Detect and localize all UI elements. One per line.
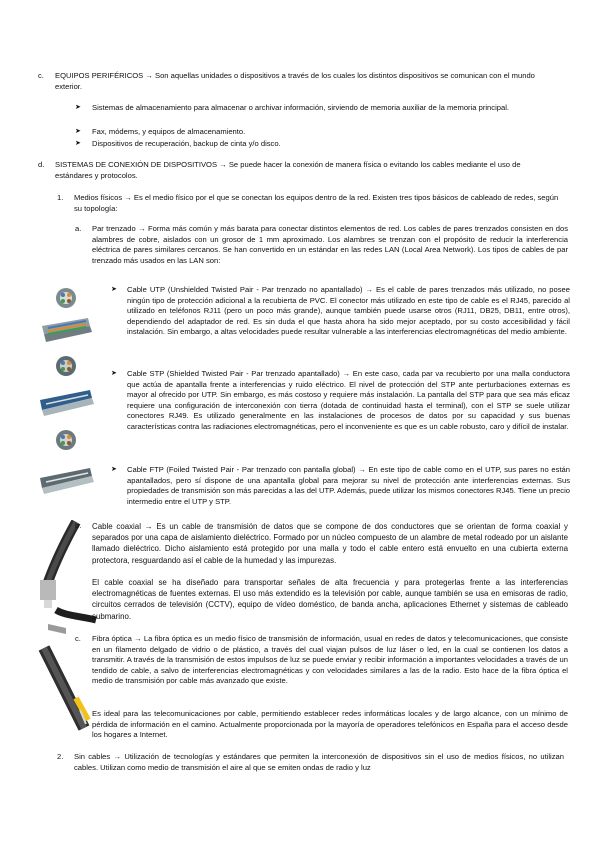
list-marker-b: b. [75, 521, 82, 530]
coaxial-paragraph: Cable coaxial → Es un cable de transmisión de datos que se compone de dos conductores que se orientan de forma coaxial y separados por una capa de aislamiento dieléctrico. Formado por un núcleo compuesto de un alambre de metal rodeado por un aislante llamado dieléctrico. Dicho aislamiento está protegido por una malla y todo el cable entero está envuelto en una cubierta externa protectora, resguardando así el cable de la humedad y las impurezas. [92, 522, 568, 565]
arrow-bullet-icon: ➤ [111, 370, 117, 377]
list-marker-c-fiber: c. [75, 634, 81, 643]
peripheral-bullet-1: Sistemas de almacenamiento para almacenar o archivar información, sirviendo de memoria auxiliar de la memoria principal. [92, 103, 509, 112]
physical-media-paragraph: Medios físicos → Es el medio físico por el que se conectan los equipos dentro de la red. Existen tres tipos básicos de cableado de redes, según su topología: [74, 193, 559, 213]
list-marker-c: c. [38, 71, 44, 80]
arrow-bullet-icon: ➤ [75, 140, 81, 147]
arrow-bullet-icon: ➤ [111, 466, 117, 473]
ftp-cable-image [36, 426, 96, 500]
coaxial-paragraph-2: El cable coaxial se ha diseñado para transportar señales de alta frecuencia y para protegerlas frente a las interferencias electromagnéticas de fuentes externas. El uso más extendido es la televisión por cable, aunque también se usa en emisoras de radio, circuitos cerrados de televisión (CCTV), equipo de vídeo doméstico, de banda ancha, aplicaciones Ethernet y sistemas de cableado submarino. [92, 578, 568, 621]
list-marker-2: 2. [57, 752, 64, 761]
peripheral-bullet-3: Dispositivos de recuperación, backup de cinta y/o disco. [92, 139, 281, 148]
fiber-optic-image [36, 640, 92, 736]
fiber-optic-paragraph: Fibra óptica → La fibra óptica es un medio físico de transmisión de información, usual en redes de datos y telecomunicaciones, que consiste en un filamento delgado de vidrio o de plástico, a través del cual viajan pulsos de luz láser o led, en la cual se contienen los datos a transmitir. A través de la transmisión de estos impulsos de luz se puede enviar y recibir información a importantes velocidades a través de un tendido de cable, a salvo de interferencias electromagnéticas y con velocidades similares a las de la radio. Esto hace de la fibra óptica el medio de transmisión por cable más avanzado que existe. [92, 634, 568, 686]
twisted-pair-paragraph: Par trenzado → Forma más común y más barata para conectar distintos elementos de red. Los cables de pares trenzados consisten en dos alambres de cobre, aislados con un grosor de 1 mm aproximado. Los alambres se trenzan con el propósito de reducir la interferencia eléctrica de pares similares cercanos. Se han convertido en un estándar en las redes LAN (Local Area Network). Los tipos de cables de par trenzado más usados en las LAN son: [92, 224, 568, 265]
list-marker-a: a. [75, 224, 82, 233]
stp-cable-image [36, 352, 96, 422]
arrow-bullet-icon: ➤ [75, 128, 81, 135]
arrow-bullet-icon: ➤ [111, 286, 117, 293]
list-marker-1: 1. [57, 193, 64, 202]
stp-cable-paragraph: Cable STP (Shielded Twisted Pair - Par trenzado apantallado) → En este caso, cada par va recubierto por una malla conductora que actúa de apantalla frente a interferencias y ruido eléctrico. El nivel de protección del STP ante perturbaciones externas es mayor al ofrecido por UTP. Sin embargo, es más costoso y requiere más instalación. La pantalla del STP para que sea más eficaz requiere una configuración de interconexión con tierra (dotada de continuidad hasta el terminal), con el STP se suele utilizar conectores RJ49. Es utilizado generalmente en las instalaciones de procesos de datos por su capacidad y sus buenas características contra las radiaciones electromagnéticas, pero el inconveniente es que es un cable robusto, caro y difícil de instalar. [127, 369, 570, 431]
peripherals-paragraph: EQUIPOS PERIFÉRICOS → Son aquellas unidades o dispositivos a través de los cuales los distintos dispositivos se comunican con el mundo exterior. [55, 71, 535, 91]
peripheral-bullet-2: Fax, módems, y equipos de almacenamiento. [92, 127, 246, 136]
connection-paragraph: SISTEMAS DE CONEXIÓN DE DISPOSITIVOS → Se puede hacer la conexión de manera física o evitando los cables mediante el uso de estándares y protocolos. [55, 160, 521, 180]
wireless-paragraph: Sin cables → Utilización de tecnologías y estándares que permiten la interconexión de dispositivos sin el uso de medios físicos, no utilizan cables. Utilizan como medio de transmisión el aire al que se emiten ondas de radio y luz [74, 752, 564, 772]
utp-cable-paragraph: Cable UTP (Unshielded Twisted Pair - Par trenzado no apantallado) → Es el cable de pares trenzados más utilizado, no posee ningún tipo de protección adicional a la recubierta de PVC. El conector más utilizado en este tipo de cable es el RJ45, parecido al utilizado en teléfonos RJ11 (pero un poco más grande), aunque también puede usarse otros (RJ11, DB25, DB11, entre otros), dependiendo del adaptador de red. Es sin duda el que hasta ahora ha sido mejor aceptado, por su costo accesibilidad y fácil instalación. Sin embargo, a altas velocidades puede resultar vulnerable a las interferencias electromagnéticas del medio ambiente. [127, 285, 570, 337]
arrow-bullet-icon: ➤ [75, 104, 81, 111]
list-marker-d: d. [38, 160, 45, 169]
ftp-cable-paragraph: Cable FTP (Foiled Twisted Pair - Par trenzado con pantalla global) → En este tipo de cable como en el UTP, sus pares no están apantallados, pero sí dispone de una apantalla global para mejorar su nivel de protección ante interferencias externas. Sus propiedades de transmisión son más parecidas a las del UTP. Además, puede utilizar los mismos conectores RJ45. Tiene un precio intermedio entre el UTP y STP. [127, 465, 570, 506]
fiber-optic-paragraph-2: Es ideal para las telecomunicaciones por cable, permitiendo establecer redes informáticas locales y de largo alcance, con un mínimo de pérdida de información en el camino. Actualmente proporcionada por la mayoría de operadores telefónicos en España para el acceso desde los hogares a Internet. [92, 709, 568, 740]
utp-cable-image [36, 284, 96, 350]
